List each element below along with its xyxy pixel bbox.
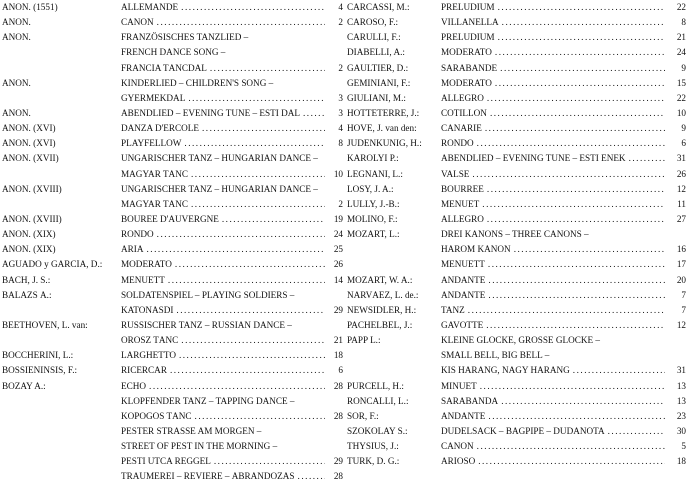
title-with-leader xyxy=(121,170,337,179)
composer-name: LEGNANI, L.: xyxy=(347,169,403,179)
piece-title: VALSE xyxy=(441,169,470,179)
composer-name: CARULLI, F.: xyxy=(347,33,401,43)
piece-title: DANZA D'ERCOLE xyxy=(121,124,199,134)
page-number: 10 xyxy=(325,170,343,179)
composer-name: HOVE, J. van den: xyxy=(347,124,417,134)
page-number: 29 xyxy=(325,306,343,315)
piece-title: SMALL BELL, BIG BELL – xyxy=(441,350,550,361)
title-with-leader xyxy=(121,3,337,12)
title-with-leader xyxy=(441,245,671,254)
title-with-leader xyxy=(441,18,671,27)
composer-name: ANON. (XVIII) xyxy=(2,184,62,194)
composer-name: ANON. (1551) xyxy=(2,3,58,12)
page-number: 8 xyxy=(325,139,343,148)
page-number: 2 xyxy=(325,18,343,27)
piece-title: KIS HARANG, NAGY HARANG xyxy=(441,366,570,376)
title-with-leader xyxy=(441,64,671,73)
title-with-leader xyxy=(441,48,671,57)
composer-name: GEMINIANI, F.: xyxy=(347,78,411,88)
title-with-leader xyxy=(121,457,337,466)
title-with-leader xyxy=(441,154,671,163)
composer-name: GAULTIER, D.: xyxy=(347,63,409,73)
title-with-leader xyxy=(121,94,337,103)
title-with-leader xyxy=(441,306,671,315)
dot-leader xyxy=(490,109,671,118)
page-number: 12 xyxy=(665,321,686,330)
title-with-leader xyxy=(441,79,671,88)
composer-name: KÁROLYI P.: xyxy=(347,154,399,164)
page-number: 20 xyxy=(665,276,686,285)
page-number: 11 xyxy=(665,200,686,209)
page-number: 22 xyxy=(665,94,686,103)
dot-leader xyxy=(495,79,671,88)
piece-title: MODERATO xyxy=(441,78,492,88)
piece-title: KOPOGÓS TÁNC xyxy=(121,411,192,421)
dot-leader xyxy=(181,3,337,12)
composer-name: SOR, F.: xyxy=(347,411,379,421)
title-with-leader xyxy=(441,124,671,133)
piece-title: MENUETT xyxy=(121,275,165,285)
dot-leader xyxy=(222,215,337,224)
dot-leader xyxy=(486,321,671,330)
composer-name: BOZAY A.: xyxy=(2,381,46,391)
dot-leader xyxy=(487,94,671,103)
page-number: 16 xyxy=(665,245,686,254)
composer-name: MOZART, W. A.: xyxy=(347,275,413,285)
page-number: 28 xyxy=(325,382,343,391)
piece-title: RUSSISCHER TANZ – RUSSIAN DANCE – xyxy=(121,319,292,330)
page-number: 29 xyxy=(325,457,343,466)
dot-leader xyxy=(488,276,671,285)
piece-title: LARGHETTO xyxy=(121,351,176,361)
dot-leader xyxy=(485,124,671,133)
title-with-leader xyxy=(441,94,671,103)
dot-leader xyxy=(175,260,337,269)
piece-title: MENUET xyxy=(441,199,480,209)
title-with-leader xyxy=(121,200,337,209)
page-number: 31 xyxy=(665,366,686,375)
composer-name: MOLINO, F.: xyxy=(347,214,398,224)
page-number: 6 xyxy=(325,366,343,375)
title-with-leader xyxy=(441,291,671,300)
piece-title: KLEINE GLOCKE, GROSSE GLOCKE – xyxy=(441,335,600,346)
title-with-leader xyxy=(121,18,337,27)
dot-leader xyxy=(498,3,671,12)
dot-leader xyxy=(468,306,671,315)
page-number: 10 xyxy=(665,109,686,118)
piece-title: ARIA xyxy=(121,245,144,255)
page-number: 30 xyxy=(665,427,686,436)
title-with-leader xyxy=(121,230,337,239)
dot-leader xyxy=(472,170,671,179)
piece-title: PRELUDIUM xyxy=(441,33,495,43)
piece-title: MAGYAR TÁNC xyxy=(121,169,188,179)
piece-title: BOURRÉE xyxy=(441,184,484,194)
title-with-leader xyxy=(121,336,337,345)
composer-name: PACHELBEL, J.: xyxy=(347,320,413,330)
title-with-leader xyxy=(441,366,671,375)
page-number: 18 xyxy=(665,457,686,466)
dot-leader xyxy=(195,412,337,421)
page-number: 18 xyxy=(325,351,343,360)
page-number: 15 xyxy=(665,79,686,88)
piece-title: UNGARISCHER TANZ – HUNGARIAN DANCE – xyxy=(121,183,318,194)
piece-title: DUDELSACK – BAGPIPE – DUDANÓTA xyxy=(441,426,605,436)
title-with-leader xyxy=(121,412,337,421)
dot-leader xyxy=(501,397,671,406)
piece-title: PESTI UTCA REGGEL xyxy=(121,457,211,467)
composer-name: NARVÁEZ, L. de.: xyxy=(347,290,419,300)
title-with-leader xyxy=(441,412,671,421)
piece-title: SOLDATENSPIEL – PLAYING SOLDIERS – xyxy=(121,289,295,300)
composer-name: MOZART, L.: xyxy=(347,230,400,240)
piece-title: PESTER STRASSE AM MORGEN – xyxy=(121,425,262,436)
title-with-leader xyxy=(121,351,337,360)
page-number: 9 xyxy=(665,124,686,133)
piece-title: ABENDLIED – EVENING TUNE – ESTI DAL xyxy=(121,108,300,118)
dot-leader xyxy=(202,124,337,133)
dot-leader xyxy=(477,139,671,148)
dot-leader xyxy=(191,170,337,179)
composer-name: JUDENKÜNIG, H.: xyxy=(347,139,422,149)
title-with-leader xyxy=(121,472,337,481)
composer-name: HOTTETERRE, J.: xyxy=(347,108,420,118)
piece-title: ANDANTE xyxy=(441,290,486,300)
dot-leader xyxy=(146,245,337,254)
title-with-leader xyxy=(441,321,671,330)
composer-name: ANON. xyxy=(2,33,31,43)
page-number: 19 xyxy=(325,215,343,224)
composer-name: ANON. (XVI) xyxy=(2,139,56,149)
piece-title: ALLEGRO xyxy=(441,93,484,103)
composer-name: THYSIUS, J.: xyxy=(347,442,399,452)
piece-title: RONDO xyxy=(121,230,154,240)
composer-name: SZOKOLAY S.: xyxy=(347,426,408,436)
title-with-leader xyxy=(441,397,671,406)
page-number: 26 xyxy=(325,260,343,269)
dot-leader xyxy=(478,457,671,466)
page-number: 28 xyxy=(325,472,343,481)
title-with-leader xyxy=(441,427,671,436)
title-with-leader xyxy=(441,215,671,224)
dot-leader xyxy=(176,306,337,315)
composer-name: ANON. (XIX) xyxy=(2,230,56,240)
dot-leader xyxy=(184,139,337,148)
dot-leader xyxy=(500,64,671,73)
piece-title: MINUET xyxy=(441,381,477,391)
piece-title: RONDO xyxy=(441,139,474,149)
title-with-leader xyxy=(441,260,671,269)
piece-title: MENUETT xyxy=(441,260,485,270)
page-number: 7 xyxy=(665,306,686,315)
piece-title: ANDANTE xyxy=(441,411,486,421)
title-with-leader xyxy=(441,139,671,148)
piece-title: MAGYAR TÁNC xyxy=(121,199,188,209)
page-number: 13 xyxy=(665,397,686,406)
title-with-leader xyxy=(441,109,671,118)
composer-name: PURCELL, H.: xyxy=(347,381,404,391)
page-number: 2 xyxy=(325,64,343,73)
composer-name: BEETHOVEN, L. van: xyxy=(2,320,88,330)
dot-leader xyxy=(157,18,337,27)
page-number: 3 xyxy=(325,94,343,103)
piece-title: BOURÉE D'AUVERGNE xyxy=(121,214,219,224)
title-with-leader xyxy=(441,185,671,194)
dot-leader xyxy=(488,260,671,269)
composer-name: GIULIANI, M.: xyxy=(347,93,406,103)
title-with-leader xyxy=(121,245,337,254)
composer-name: NEWSIDLER, H.: xyxy=(347,305,417,315)
dot-leader xyxy=(482,200,671,209)
composer-name: ANON. (XVII) xyxy=(2,154,59,164)
dot-leader xyxy=(179,351,337,360)
piece-title: CANON xyxy=(121,18,154,28)
dot-leader xyxy=(181,336,337,345)
piece-title: DREI KANONS – THREE CANONS – xyxy=(441,229,589,240)
piece-title: KATONÁSDI xyxy=(121,305,174,315)
piece-title: TRÄUMEREI – REVIERE – ÁBRÁNDOZÁS xyxy=(121,472,295,482)
composer-name: RONCALLI, L.: xyxy=(347,396,409,406)
dot-leader xyxy=(210,64,337,73)
title-with-leader xyxy=(121,109,337,118)
dot-leader xyxy=(480,382,671,391)
page-number: 12 xyxy=(665,185,686,194)
title-with-leader xyxy=(121,306,337,315)
composer-name: LULLY, J.-B.: xyxy=(347,199,400,209)
composer-name: BOSSIENINSIS, F.: xyxy=(2,366,78,376)
page-number: 24 xyxy=(325,230,343,239)
dot-leader xyxy=(170,366,337,375)
piece-title: VILLANELLA xyxy=(441,18,499,28)
composer-name: ANON. xyxy=(2,108,31,118)
piece-title: KLOPFENDER TANZ – TAPPING DANCE – xyxy=(121,395,295,406)
composer-name: BOCCHERINI, L.: xyxy=(2,351,74,361)
dot-leader xyxy=(514,245,671,254)
page-number: 24 xyxy=(665,48,686,57)
page-number: 21 xyxy=(665,33,686,42)
page-number: 23 xyxy=(665,412,686,421)
page-number: 3 xyxy=(325,109,343,118)
composer-name: ANON. (XVI) xyxy=(2,124,56,134)
piece-title: KINDERLIED – CHILDREN'S SONG – xyxy=(121,77,274,88)
title-with-leader xyxy=(121,215,337,224)
piece-title: MODERATO xyxy=(441,48,492,58)
composer-name: ANON. (XVIII) xyxy=(2,214,62,224)
dot-leader xyxy=(495,48,671,57)
piece-title: HÁROM KÁNON xyxy=(441,245,511,255)
page-number: 6 xyxy=(665,139,686,148)
page-number: 4 xyxy=(325,124,343,133)
piece-title: ALLEGRO xyxy=(441,214,484,224)
dot-leader xyxy=(168,276,337,285)
dot-leader xyxy=(149,382,337,391)
composer-name: ANON. (XIX) xyxy=(2,245,56,255)
title-with-leader xyxy=(121,260,337,269)
page-number: 7 xyxy=(665,291,686,300)
piece-title: PRELUDIUM xyxy=(441,3,495,12)
title-with-leader xyxy=(121,366,337,375)
page-number: 28 xyxy=(325,412,343,421)
page-number: 25 xyxy=(325,245,343,254)
title-with-leader xyxy=(441,200,671,209)
dot-leader xyxy=(487,185,671,194)
piece-title: CANON xyxy=(441,442,474,452)
page-number: 9 xyxy=(665,64,686,73)
page-number: 8 xyxy=(665,18,686,27)
page-number: 26 xyxy=(665,170,686,179)
piece-title: CANARIE xyxy=(441,124,482,134)
composer-name: PAPP L.: xyxy=(347,336,381,346)
piece-title: MODERATO xyxy=(121,260,172,270)
dot-leader xyxy=(191,200,337,209)
title-with-leader xyxy=(441,170,671,179)
piece-title: ALLEMANDE xyxy=(121,3,179,12)
piece-title: OROSZ TÁNC xyxy=(121,336,179,346)
page-number: 13 xyxy=(665,382,686,391)
page-number: 14 xyxy=(325,276,343,285)
page-number: 5 xyxy=(665,442,686,451)
composer-name: TÜRK, D. G.: xyxy=(347,457,400,467)
title-with-leader xyxy=(121,124,337,133)
composer-name: BALÁZS Á.: xyxy=(2,290,52,300)
composer-name: DIABELLI, A.: xyxy=(347,48,405,58)
piece-title: ECHO xyxy=(121,381,147,391)
dot-leader xyxy=(214,457,337,466)
page-number: 31 xyxy=(665,154,686,163)
dot-leader xyxy=(573,366,671,375)
piece-title: GAVOTTE xyxy=(441,320,484,330)
piece-title: SARABANDE xyxy=(441,63,498,73)
dot-leader xyxy=(608,427,671,436)
page-number: 2 xyxy=(325,200,343,209)
composer-name: CARCASSI, M.: xyxy=(347,3,410,12)
piece-title: ANDANTE xyxy=(441,275,486,285)
piece-title: COTILLON xyxy=(441,108,487,118)
piece-title: FRANZÖSISCHES TANZLIED – xyxy=(121,32,249,43)
page-number: 21 xyxy=(325,336,343,345)
piece-title: PLAYFELLOW xyxy=(121,139,182,149)
dot-leader xyxy=(157,230,337,239)
dot-leader xyxy=(188,94,337,103)
title-with-leader xyxy=(441,276,671,285)
composer-name: BACH, J. S.: xyxy=(2,275,51,285)
dot-leader xyxy=(502,18,671,27)
piece-title: SARABANDA xyxy=(441,396,499,406)
page-number: 4 xyxy=(325,3,343,12)
piece-title: GYERMEKDAL xyxy=(121,93,186,103)
title-with-leader xyxy=(441,33,671,42)
dot-leader xyxy=(488,291,671,300)
piece-title: FRANCIA TÁNCDAL xyxy=(121,63,207,73)
piece-title: FRENCH DANCE SONG – xyxy=(121,47,226,58)
composer-name: LOSY, J. A.: xyxy=(347,184,394,194)
title-with-leader xyxy=(121,276,337,285)
dot-leader xyxy=(487,215,671,224)
piece-title: STREET OF PEST IN THE MORNING – xyxy=(121,441,278,452)
title-with-leader xyxy=(441,457,671,466)
title-with-leader xyxy=(441,3,671,12)
title-with-leader xyxy=(441,382,671,391)
piece-title: ARIOSO xyxy=(441,457,476,467)
piece-title: UNGARISCHER TANZ – HUNGARIAN DANCE – xyxy=(121,153,318,164)
composer-name: AGUADO y GARCÍA, D.: xyxy=(2,260,103,270)
composer-name: ANON. xyxy=(2,18,31,28)
page-number: 27 xyxy=(665,215,686,224)
title-with-leader xyxy=(121,139,337,148)
title-with-leader xyxy=(121,64,337,73)
dot-leader xyxy=(488,412,671,421)
composer-name: ANON. xyxy=(2,78,31,88)
page-number: 22 xyxy=(665,3,686,12)
composer-name: CAROSO, F.: xyxy=(347,18,399,28)
piece-title: ABENDLIED – EVENING TUNE – ESTI ÉNEK xyxy=(441,154,626,164)
title-with-leader xyxy=(121,382,337,391)
piece-title: RICERCAR xyxy=(121,366,167,376)
page-number: 17 xyxy=(665,260,686,269)
piece-title: TANZ xyxy=(441,305,465,315)
dot-leader xyxy=(498,33,671,42)
